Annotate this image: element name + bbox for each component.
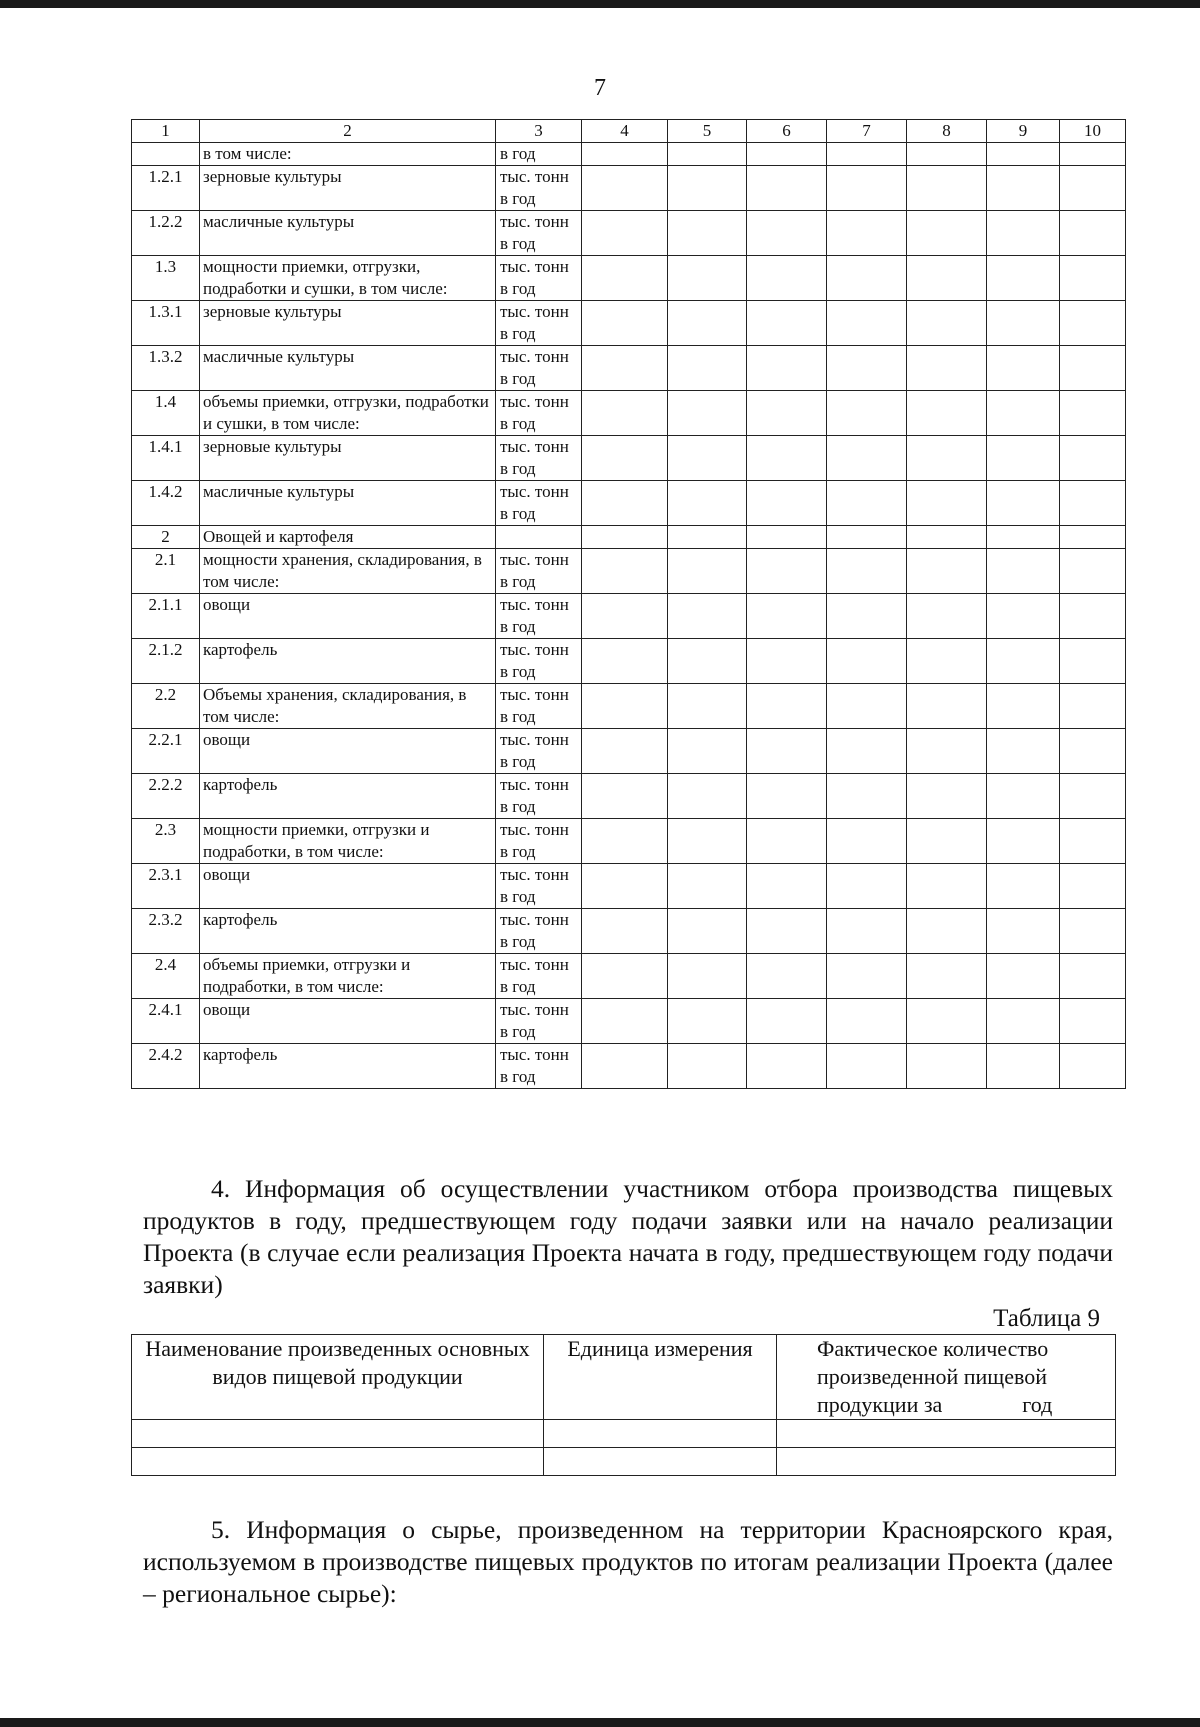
table-row (132, 819, 1126, 864)
row-name: овощи (200, 999, 496, 1044)
table-row (132, 1044, 1126, 1089)
empty-cell (987, 481, 1060, 526)
row-number: 2.4.1 (132, 999, 200, 1044)
row-unit: тыс. тонн в год (496, 864, 582, 909)
empty-cell (582, 143, 668, 166)
empty-cell (827, 526, 907, 549)
empty-cell (987, 1044, 1060, 1089)
empty-cell (582, 684, 668, 729)
empty-cell (582, 166, 668, 211)
empty-cell (907, 594, 987, 639)
empty-cell (668, 954, 747, 999)
empty-cell (747, 729, 827, 774)
row-unit: тыс. тонн в год (496, 639, 582, 684)
row-number: 2.4 (132, 954, 200, 999)
empty-cell (747, 526, 827, 549)
empty-cell (827, 999, 907, 1044)
empty-cell (1060, 549, 1126, 594)
empty-cell (1060, 526, 1126, 549)
empty-cell (747, 864, 827, 909)
row-name: овощи (200, 729, 496, 774)
empty-cell (987, 211, 1060, 256)
table-row (132, 549, 1126, 594)
empty-cell (747, 436, 827, 481)
empty-cell (668, 684, 747, 729)
table-9 (131, 1334, 1116, 1476)
row-unit: тыс. тонн в год (496, 346, 582, 391)
empty-cell (1060, 436, 1126, 481)
table-row (132, 256, 1126, 301)
empty-cell (668, 526, 747, 549)
empty-cell (582, 729, 668, 774)
row-unit: тыс. тонн в год (496, 909, 582, 954)
empty-cell (747, 391, 827, 436)
empty-cell (582, 436, 668, 481)
row-unit: тыс. тонн в год (496, 549, 582, 594)
empty-cell (907, 436, 987, 481)
empty-cell (582, 301, 668, 346)
empty-cell (987, 549, 1060, 594)
table-row (132, 1420, 1116, 1448)
empty-cell (987, 999, 1060, 1044)
col-header-2: 2 (200, 120, 496, 143)
table-row (132, 639, 1126, 684)
empty-cell (907, 391, 987, 436)
empty-cell (907, 864, 987, 909)
scan-top-edge (0, 0, 1200, 8)
row-name: картофель (200, 909, 496, 954)
empty-cell (987, 909, 1060, 954)
empty-cell (747, 256, 827, 301)
empty-cell (1060, 211, 1126, 256)
empty-cell (827, 301, 907, 346)
empty-cell (827, 684, 907, 729)
empty-cell (747, 819, 827, 864)
row-name: овощи (200, 864, 496, 909)
empty-cell (907, 143, 987, 166)
empty-cell (987, 436, 1060, 481)
row-number: 1.2.2 (132, 211, 200, 256)
empty-cell (907, 256, 987, 301)
empty-cell (1060, 481, 1126, 526)
row-name: Овощей и картофеля (200, 526, 496, 549)
empty-cell (907, 639, 987, 684)
table-row (132, 684, 1126, 729)
empty-cell (907, 684, 987, 729)
row-number: 2.2.1 (132, 729, 200, 774)
empty-cell (747, 549, 827, 594)
row-number: 2.2.2 (132, 774, 200, 819)
empty-cell (907, 346, 987, 391)
empty-cell (907, 526, 987, 549)
empty-cell (1060, 143, 1126, 166)
row-name: масличные культуры (200, 211, 496, 256)
row-number: 1.4 (132, 391, 200, 436)
empty-cell (827, 864, 907, 909)
empty-cell (1060, 346, 1126, 391)
empty-cell (582, 819, 668, 864)
row-unit: тыс. тонн в год (496, 999, 582, 1044)
table-row (132, 346, 1126, 391)
empty-cell (582, 481, 668, 526)
empty-cell (747, 684, 827, 729)
empty-cell (907, 774, 987, 819)
col-header-7: 7 (827, 120, 907, 143)
section-5-paragraph: 5. Информация о сырье, произведенном на территории Красноярского края, используемом в производстве пищевых продуктов по итогам реализации Проекта (далее – региональное сырье): (143, 1515, 1113, 1608)
empty-cell (827, 166, 907, 211)
empty-cell (1060, 391, 1126, 436)
empty-cell (827, 639, 907, 684)
row-unit: тыс. тонн в год (496, 774, 582, 819)
row-unit: тыс. тонн в год (496, 594, 582, 639)
empty-cell (582, 954, 668, 999)
empty-cell (827, 1044, 907, 1089)
empty-cell (1060, 954, 1126, 999)
empty-cell (582, 346, 668, 391)
empty-cell (827, 549, 907, 594)
table-row (132, 166, 1126, 211)
row-name: мощности приемки, отгрузки и подработки, в том числе: (200, 819, 496, 864)
empty-cell (582, 211, 668, 256)
empty-cell (668, 909, 747, 954)
table-row (132, 301, 1126, 346)
table-row (132, 391, 1126, 436)
empty-cell (907, 999, 987, 1044)
empty-cell (668, 436, 747, 481)
table-row (132, 909, 1126, 954)
empty-cell (987, 301, 1060, 346)
col-header-product-name: Наименование произведенных основных видов пищевой продукции (132, 1335, 544, 1420)
row-number: 2.2 (132, 684, 200, 729)
empty-cell (827, 143, 907, 166)
empty-cell (1060, 256, 1126, 301)
empty-cell (827, 256, 907, 301)
empty-cell (668, 774, 747, 819)
empty-cell (668, 211, 747, 256)
row-unit: тыс. тонн в год (496, 729, 582, 774)
empty-cell (987, 729, 1060, 774)
empty-cell (668, 729, 747, 774)
empty-cell (1060, 594, 1126, 639)
row-name: зерновые культуры (200, 436, 496, 481)
row-number: 2 (132, 526, 200, 549)
empty-cell (987, 684, 1060, 729)
empty-cell (747, 1044, 827, 1089)
empty-cell (987, 594, 1060, 639)
empty-cell (987, 166, 1060, 211)
table-row (132, 864, 1126, 909)
row-number: 1.3 (132, 256, 200, 301)
empty-cell (747, 166, 827, 211)
empty-cell (1060, 301, 1126, 346)
row-number: 2.4.2 (132, 1044, 200, 1089)
empty-cell (668, 166, 747, 211)
empty-cell (827, 774, 907, 819)
empty-cell (582, 864, 668, 909)
empty-cell (827, 954, 907, 999)
col-header-3: 3 (496, 120, 582, 143)
empty-cell (827, 819, 907, 864)
empty-cell (1060, 729, 1126, 774)
table-row (132, 954, 1126, 999)
empty-cell (987, 526, 1060, 549)
row-name: масличные культуры (200, 346, 496, 391)
row-unit: тыс. тонн в год (496, 954, 582, 999)
row-unit: тыс. тонн в год (496, 436, 582, 481)
empty-cell (582, 774, 668, 819)
empty-cell (907, 819, 987, 864)
empty-cell (1060, 166, 1126, 211)
row-unit: тыс. тонн в год (496, 481, 582, 526)
empty-cell (1060, 774, 1126, 819)
empty-cell (747, 211, 827, 256)
empty-cell (582, 999, 668, 1044)
empty-cell (668, 143, 747, 166)
empty-cell (907, 211, 987, 256)
empty-cell (582, 256, 668, 301)
empty-cell (668, 864, 747, 909)
empty-cell (582, 909, 668, 954)
empty-cell (827, 211, 907, 256)
empty-cell (668, 346, 747, 391)
row-unit: тыс. тонн в год (496, 211, 582, 256)
empty-cell (747, 999, 827, 1044)
empty-cell (907, 166, 987, 211)
row-number: 1.4.2 (132, 481, 200, 526)
row-number: 1.4.1 (132, 436, 200, 481)
row-number: 1.2.1 (132, 166, 200, 211)
empty-cell (668, 639, 747, 684)
row-number (132, 143, 200, 166)
empty-cell (987, 256, 1060, 301)
capacity-table (131, 119, 1126, 1089)
table-row (132, 143, 1126, 166)
row-unit: тыс. тонн в год (496, 1044, 582, 1089)
row-name: картофель (200, 774, 496, 819)
empty-cell (907, 481, 987, 526)
empty-cell (987, 346, 1060, 391)
section-4-paragraph: 4. Информация об осуществлении участником отбора производства пищевых продуктов в году, предшествующем году подачи заявки или на начало реализации Проекта (в случае если реализация Проекта начата в году, предшествующем году подачи заявки) (143, 1174, 1113, 1299)
page-number: 7 (594, 75, 606, 101)
row-name: объемы приемки, отгрузки, подработки и сушки, в том числе: (200, 391, 496, 436)
row-name: зерновые культуры (200, 301, 496, 346)
empty-cell (827, 729, 907, 774)
table-row (132, 594, 1126, 639)
row-unit: тыс. тонн в год (496, 166, 582, 211)
row-number: 2.1 (132, 549, 200, 594)
empty-cell (747, 301, 827, 346)
row-name: картофель (200, 1044, 496, 1089)
empty-cell (668, 549, 747, 594)
row-number: 1.3.1 (132, 301, 200, 346)
empty-cell (582, 1044, 668, 1089)
empty-cell (747, 774, 827, 819)
row-name: мощности приемки, отгрузки, подработки и сушки, в том числе: (200, 256, 496, 301)
row-unit: тыс. тонн в год (496, 256, 582, 301)
row-name: объемы приемки, отгрузки и подработки, в том числе: (200, 954, 496, 999)
table-row (132, 1448, 1116, 1476)
empty-cell (747, 954, 827, 999)
col-header-unit: Единица измерения (544, 1335, 777, 1420)
col-header-1: 1 (132, 120, 200, 143)
empty-cell (1060, 999, 1126, 1044)
empty-cell (582, 391, 668, 436)
empty-cell (668, 999, 747, 1044)
table-header-row (132, 120, 1126, 143)
empty-cell (668, 256, 747, 301)
empty-cell (1060, 864, 1126, 909)
row-number: 2.3 (132, 819, 200, 864)
empty-cell (827, 391, 907, 436)
empty-cell (987, 639, 1060, 684)
empty-cell (1060, 1044, 1126, 1089)
row-name: Объемы хранения, складирования, в том числе: (200, 684, 496, 729)
empty-cell (827, 909, 907, 954)
row-number: 2.3.2 (132, 909, 200, 954)
empty-cell (747, 639, 827, 684)
empty-cell (827, 436, 907, 481)
row-number: 2.1.1 (132, 594, 200, 639)
empty-cell (747, 909, 827, 954)
table-row (132, 774, 1126, 819)
empty-cell (1060, 819, 1126, 864)
table-row (132, 526, 1126, 549)
empty-cell (987, 391, 1060, 436)
row-unit: тыс. тонн в год (496, 684, 582, 729)
col-header-actual-quantity: Фактическое количество произведенной пищевой продукции за год (777, 1335, 1116, 1420)
table-row (132, 729, 1126, 774)
empty-cell (987, 774, 1060, 819)
row-number: 2.1.2 (132, 639, 200, 684)
empty-cell (668, 819, 747, 864)
col-header-6: 6 (747, 120, 827, 143)
empty-cell (907, 729, 987, 774)
row-name: масличные культуры (200, 481, 496, 526)
empty-cell (582, 526, 668, 549)
table-row (132, 481, 1126, 526)
col-header-4: 4 (582, 120, 668, 143)
empty-cell (747, 143, 827, 166)
row-name: мощности хранения, складирования, в том числе: (200, 549, 496, 594)
row-unit (496, 526, 582, 549)
empty-cell (747, 481, 827, 526)
empty-cell (747, 594, 827, 639)
empty-cell (827, 346, 907, 391)
col-header-5: 5 (668, 120, 747, 143)
empty-cell (907, 549, 987, 594)
scan-bottom-edge (0, 1718, 1200, 1727)
empty-cell (1060, 909, 1126, 954)
empty-cell (827, 594, 907, 639)
empty-cell (1060, 684, 1126, 729)
col-header-8: 8 (907, 120, 987, 143)
table-header-row (132, 1335, 1116, 1420)
empty-cell (987, 864, 1060, 909)
row-name: зерновые культуры (200, 166, 496, 211)
col-header-9: 9 (987, 120, 1060, 143)
empty-cell (747, 346, 827, 391)
row-name: в том числе: (200, 143, 496, 166)
empty-cell (582, 549, 668, 594)
empty-cell (668, 594, 747, 639)
empty-cell (907, 1044, 987, 1089)
empty-cell (827, 481, 907, 526)
empty-cell (668, 1044, 747, 1089)
empty-cell (668, 481, 747, 526)
col-header-10: 10 (1060, 120, 1126, 143)
row-number: 2.3.1 (132, 864, 200, 909)
table-row (132, 999, 1126, 1044)
empty-cell (582, 594, 668, 639)
empty-cell (907, 909, 987, 954)
row-name: овощи (200, 594, 496, 639)
empty-cell (987, 143, 1060, 166)
empty-cell (668, 301, 747, 346)
empty-cell (907, 301, 987, 346)
row-number: 1.3.2 (132, 346, 200, 391)
row-unit: тыс. тонн в год (496, 391, 582, 436)
empty-cell (582, 639, 668, 684)
empty-cell (987, 819, 1060, 864)
empty-cell (907, 954, 987, 999)
row-unit: тыс. тонн в год (496, 301, 582, 346)
empty-cell (1060, 639, 1126, 684)
row-unit: в год (496, 143, 582, 166)
empty-cell (668, 391, 747, 436)
row-unit: тыс. тонн в год (496, 819, 582, 864)
empty-cell (987, 954, 1060, 999)
table-row (132, 436, 1126, 481)
table-row (132, 211, 1126, 256)
row-name: картофель (200, 639, 496, 684)
table-9-caption: Таблица 9 (993, 1305, 1100, 1332)
